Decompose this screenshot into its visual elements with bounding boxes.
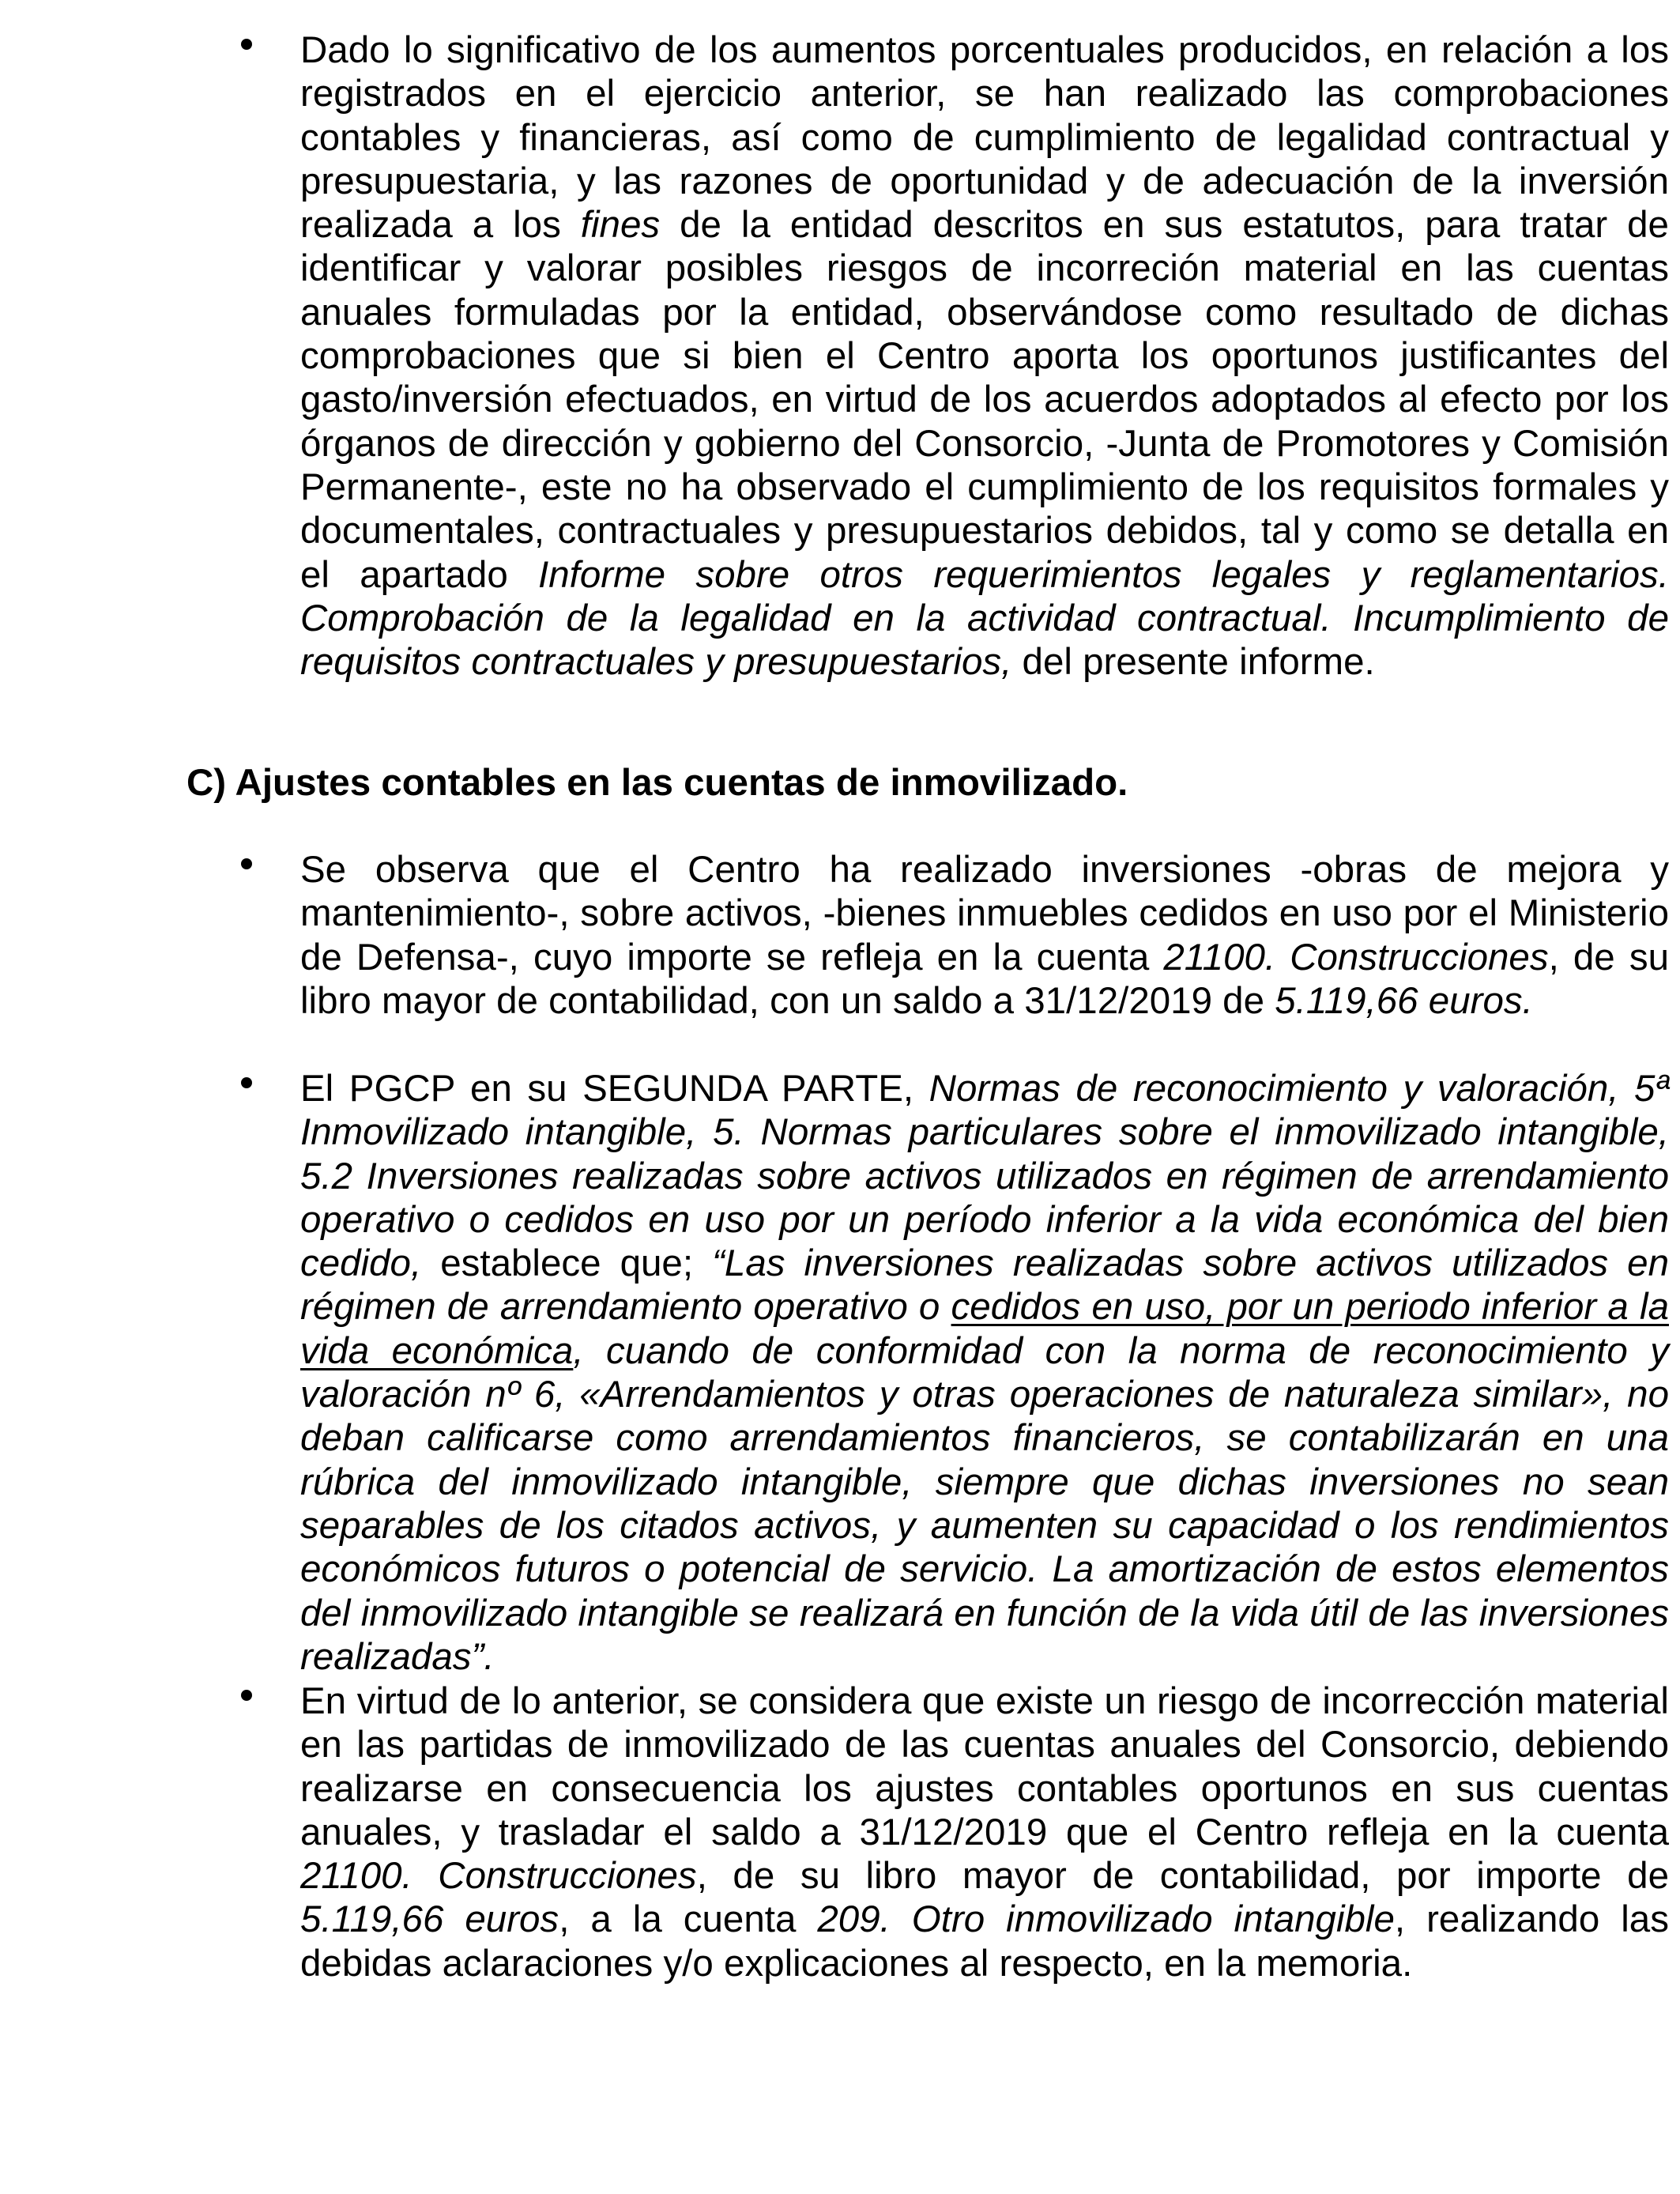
paragraph-text: El PGCP en su SEGUNDA PARTE, Normas de reconocimiento y valoración, 5ª Inmovilizado intangible, 5. Normas particulares sobre el inmovilizado intangible, 5.2 Inversiones realizadas sobre activos utilizados en régimen de arrendamiento operativo o cedidos en uso por un período inferior a la vida económica del bien cedido, establece que; “Las inversiones realizadas sobre activos utilizados en régimen de arrendamiento operativo o cedidos en uso, por un periodo inferior a la vida económica, cuando de conformidad con la norma de reconocimiento y valoración nº 6, «Arrendamientos y otras operaciones de naturaleza similar», no deban calificarse como arrendamientos financieros, se contabilizarán en una rúbrica del inmovilizado intangible, siempre que dichas inversiones no sean separables de los citados activos, y aumenten su capacidad o los rendimientos económicos futuros o potencial de servicio. La amortización de estos elementos del inmovilizado intangible se realizará en función de la vida útil de las inversiones realizadas”. xyxy=(300,1068,1670,1678)
bullet-icon xyxy=(241,858,252,869)
paragraph-text: En virtud de lo anterior, se considera que existe un riesgo de incorrección material en las partidas de inmovilizado de las cuentas anuales del Consorcio, debiendo realizarse en consecuencia los ajustes contables oportunos en sus cuentas anuales, y trasladar el saldo a 31/12/2019 que el Centro refleja en la cuenta 21100. Construcciones, de su libro mayor de contabilidad, por importe de 5.119,66 euros, a la cuenta 209. Otro inmovilizado intangible, realizando las debidas aclaraciones y/o explicaciones al respecto, en la memoria. xyxy=(300,1680,1669,1985)
bullet-icon xyxy=(241,39,252,50)
paragraph-text: Dado lo significativo de los aumentos porcentuales producidos, en relación a los registrados en el ejercicio anterior, se han realizado las comprobaciones contables y financieras, así como de cumplimiento de legalidad contractual y presupuestaria, y las razones de oportunidad y de adecuación de la inversión realizada a los fines de la entidad descritos en sus estatutos, para tratar de identificar y valorar posibles riesgos de incorreción material en las cuentas anuales formuladas por la entidad, observándose como resultado de dichas comprobaciones que si bien el Centro aporta los oportunos justificantes del gasto/inversión efectuados, en virtud de los acuerdos adoptados al efecto por los órganos de dirección y gobierno del Consorcio, -Junta de Promotores y Comisión Permanente-, este no ha observado el cumplimiento de los requisitos formales y documentales, contractuales y presupuestarios debidos, tal y como se detalla en el apartado Informe sobre otros requerimientos legales y reglamentarios. Comprobación de la legalidad en la actividad contractual. Incumplimiento de requisitos contractuales y presupuestarios, del presente informe. xyxy=(300,29,1669,684)
bullet-icon xyxy=(241,1077,252,1088)
bullet-paragraph-2 xyxy=(300,848,1669,1023)
paragraph-text: Se observa que el Centro ha realizado inversiones -obras de mejora y mantenimiento-, sobre activos, -bienes inmuebles cedidos en uso por el Ministerio de Defensa-, cuyo importe se refleja en la cuenta 21100. Construcciones, de su libro mayor de contabilidad, con un saldo a 31/12/2019 de 5.119,66 euros. xyxy=(300,849,1669,1022)
bullet-icon xyxy=(241,1690,252,1701)
bullet-paragraph-3 xyxy=(300,1067,1669,1679)
bullet-paragraph-4 xyxy=(300,1679,1669,1985)
bullet-paragraph-1 xyxy=(300,28,1669,684)
section-heading: C) Ajustes contables en las cuentas de inmovilizado. xyxy=(186,762,1128,804)
